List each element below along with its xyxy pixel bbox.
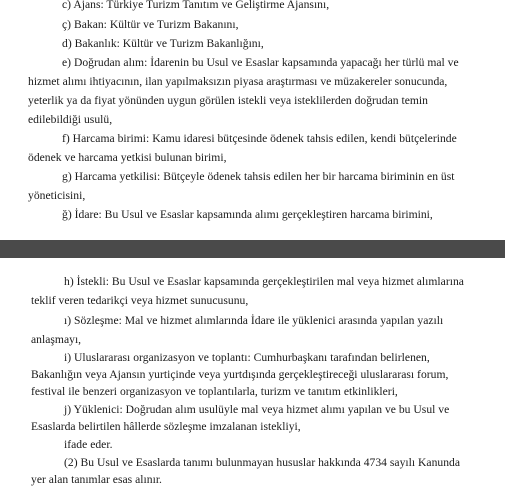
definition-line: f) Harcama birimi: Kamu idaresi bütçesinde ödenek tahsis edilen, kendi bütçelerinde [62,132,457,145]
page-separator [0,240,505,258]
definition-line: c) Ajans: Türkiye Turizm Tanıtım ve Geliştirme Ajansını, [62,0,330,11]
definition-line: hizmet alımı ihtiyacının, ilan yapılmaksızın piyasa araştırması ve müzakereler sonucunda, [28,75,448,88]
definition-line: ğ) İdare: Bu Usul ve Esaslar kapsamında alımı gerçekleştiren harcama birimini, [62,208,433,221]
definition-line: festival ile benzeri organizasyon ve toplantılarla, turizm ve tanıtım etkinlikleri, [31,385,398,398]
definition-line: (2) Bu Usul ve Esaslarda tanımı bulunmayan hususlar hakkında 4734 sayılı Kanunda [64,456,461,469]
definition-line: anlaşmayı, [31,333,82,346]
definition-line: ifade eder. [64,438,113,451]
definition-line: ı) Sözleşme: Mal ve hizmet alımlarında İdare ile yüklenici arasında yapılan yazılı [64,314,444,327]
definition-line: ödenek ve harcama yetkisi bulunan birimi, [28,151,227,164]
definition-line: h) İstekli: Bu Usul ve Esaslar kapsamında gerçekleştirilen mal veya hizmet alımlarına [64,275,464,288]
definition-line: yer alan tanımlar esas alınır. [31,473,162,486]
definition-line: teklif veren tedarikçi veya hizmet sunucusunu, [31,294,249,307]
definition-line: Esaslarda belirtilen hâllerde sözleşme imzalanan istekliyi, [31,420,301,433]
definition-line: yeterlik ya da fiyat yönünden uygun görülen istekli veya isteklilerden doğrudan temin [28,94,428,107]
definition-line: e) Doğrudan alım: İdarenin bu Usul ve Esaslar kapsamında yapacağı her türlü mal ve [62,56,459,69]
definition-line: yöneticisini, [28,189,86,202]
definition-line: j) Yüklenici: Doğrudan alım usulüyle mal veya hizmet alımı yapılan ve bu Usul ve [64,403,450,416]
definition-line: g) Harcama yetkilisi: Bütçeyle ödenek tahsis edilen her bir harcama biriminin en üst [62,170,455,183]
page-bottom-fade [0,495,505,503]
definition-line: edilebildiği usulü, [28,113,113,126]
definition-line: Bakanlığın veya Ajansın yurtiçinde veya yurtdışında gerçekleştireceği uluslararası forum, [31,368,449,381]
document-page-bottom [0,258,505,503]
definition-line: d) Bakanlık: Kültür ve Turizm Bakanlığını, [62,37,264,50]
definition-line: ç) Bakan: Kültür ve Turizm Bakanını, [62,18,239,31]
definition-line: i) Uluslararası organizasyon ve toplantı: Cumhurbaşkanı tarafından belirlenen, [64,351,430,364]
document-page-top [0,0,505,240]
